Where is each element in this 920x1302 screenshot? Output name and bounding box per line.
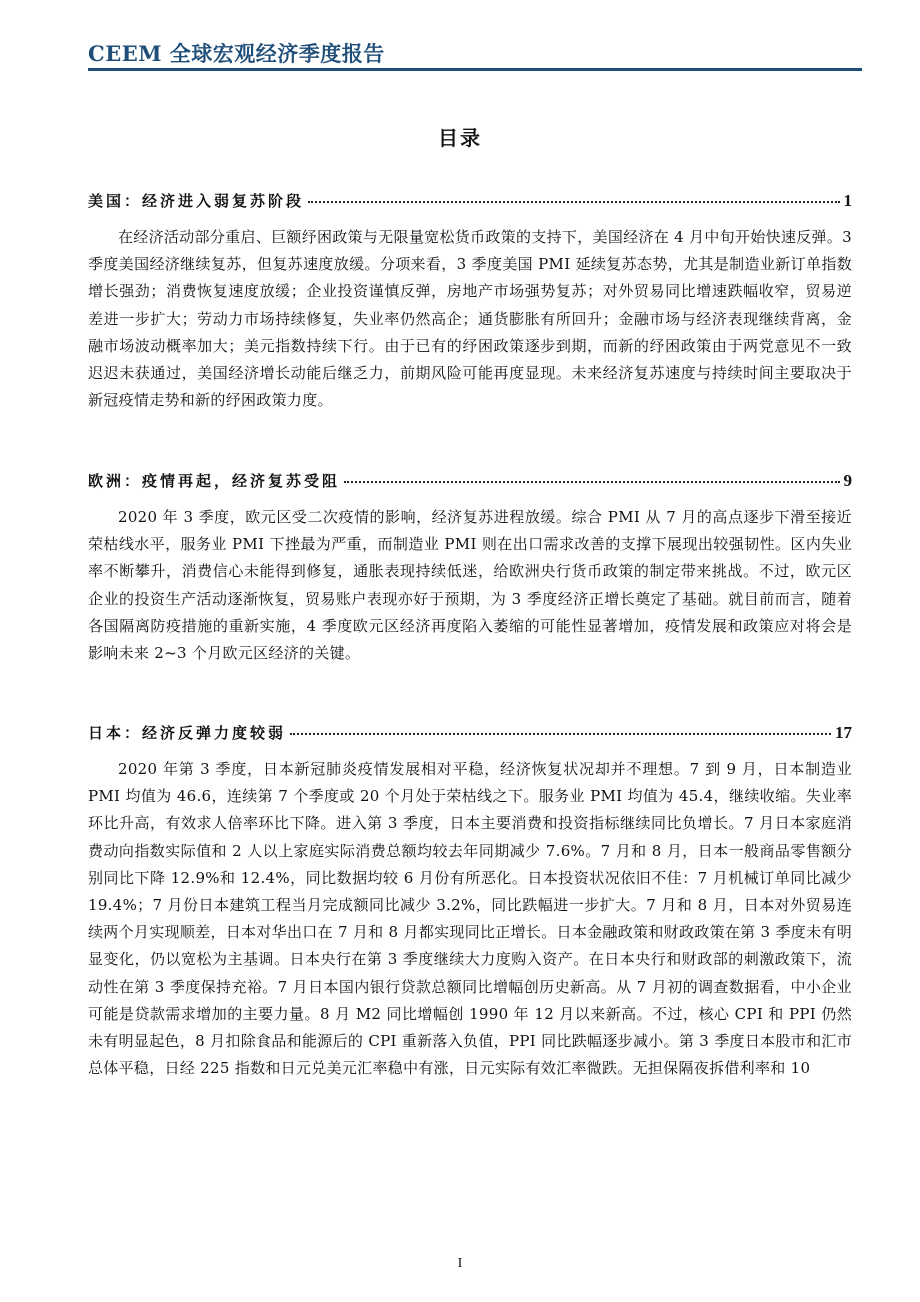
page-number: I xyxy=(457,1256,463,1271)
toc-entry-label[interactable]: 日本：经济反弹力度较弱 xyxy=(88,724,287,742)
section-summary-japan: 2020 年第 3 季度，日本新冠肺炎疫情发展相对平稳，经济恢复状况却并不理想。7 到 9 月，日本制造业 PMI 均值为 46.6，连续第 7 个季度或 20 个月处于荣枯线之下。服务业 PMI 均值为 45.4，继续收缩。失业率环比升高，有效求人倍率环比下降。进入第 3 季度，日本主要消费和投资指标继续同比负增长。7 月日本家庭消费动向指数实际值和 2 人以上家庭实际消费总额均较去年同期减少 7.6%。7 月和 8 月，日本一般商品零售额分别同比下降 12.9%和 12.4%，同比数据均较 6 月份有所恶化。日本投资状况依旧不佳：7 月机械订单同比减少 19.4%；7 月份日本建筑工程当月完成额同比减少 3.2%，同比跌幅进一步扩大。7 月和 8 月，日本对外贸易连续两个月实现顺差，日本对华出口在 7 月和 8 月都实现同比正增长。日本金融政策和财政政策在第 3 季度未有明显变化，仍以宽松为主基调。日本央行在第 3 季度继续大力度购入资产。在日本央行和财政部的刺激政策下，流动性在第 3 季度保持充裕。7 月日本国内银行贷款总额同比增幅创历史新高。从 7 月初的调查数据看，中小企业可能是贷款需求增加的主要力量。8 月 M2 同比增幅创 1990 年 12 月以来新高。不过，核心 CPI 和 PPI 仍然未有明显起色，8 月扣除食品和能源后的 CPI 重新落入负值，PPI 同比跌幅逐步减小。第 3 季度日本股市和汇市总体平稳，日经 225 指数和日元兑美元汇率稳中有涨，日元实际有效汇率微跌。无担保隔夜拆借利率和 10 xyxy=(88,760,852,1078)
toc-entry-usa[interactable] xyxy=(88,190,852,216)
toc-dot-leader xyxy=(344,481,839,483)
toc-title: 目录 xyxy=(438,126,482,150)
toc-entry-label[interactable]: 欧洲：疫情再起，经济复苏受阻 xyxy=(88,472,341,490)
toc-entry-japan[interactable] xyxy=(88,722,852,748)
toc-dot-leader xyxy=(290,733,831,735)
toc-entry-europe[interactable] xyxy=(88,470,852,496)
toc-section-japan xyxy=(88,722,852,1082)
toc-section-usa xyxy=(88,190,852,414)
toc-dot-leader xyxy=(308,201,839,203)
header-divider xyxy=(88,68,862,71)
report-header-title: CEEM 全球宏观经济季度报告 xyxy=(88,41,385,66)
toc-entry-label[interactable]: 美国：经济进入弱复苏阶段 xyxy=(88,192,305,210)
toc-entry-page[interactable]: 9 xyxy=(843,471,852,490)
toc-entry-page[interactable]: 17 xyxy=(835,723,852,742)
toc-entry-page[interactable]: 1 xyxy=(843,191,852,210)
section-summary-usa: 在经济活动部分重启、巨额纾困政策与无限量宽松货币政策的支持下，美国经济在 4 月中旬开始快速反弹。3 季度美国经济继续复苏，但复苏速度放缓。分项来看，3 季度美国 PMI 延续复苏态势，尤其是制造业新订单指数增长强劲；消费恢复速度放缓；企业投资谨慎反弹，房地产市场强势复苏；对外贸易同比增速跌幅收窄，贸易逆差进一步扩大；劳动力市场持续修复，失业率仍然高企；通货膨胀有所回升；金融市场与经济表现继续背离，金融市场波动概率加大；美元指数持续下行。由于已有的纾困政策逐步到期，而新的纾困政策由于两党意见不一致迟迟未获通过，美国经济增长动能后继乏力，前期风险可能再度显现。未来经济复苏速度与持续时间主要取决于新冠疫情走势和新的纾困政策力度。 xyxy=(88,228,852,410)
toc-section-europe xyxy=(88,470,852,667)
section-summary-europe: 2020 年 3 季度，欧元区受二次疫情的影响，经济复苏进程放缓。综合 PMI 从 7 月的高点逐步下滑至接近荣枯线水平，服务业 PMI 下挫最为严重，而制造业 PMI 则在出口需求改善的支撑下展现出较强韧性。区内失业率不断攀升，消费信心未能得到修复，通胀表现持续低迷，给欧洲央行货币政策的制定带来挑战。不过，欧元区企业的投资生产活动逐渐恢复，贸易账户表现亦好于预期，为 3 季度经济正增长奠定了基础。就目前而言，随着各国隔离防疫措施的重新实施，4 季度欧元区经济再度陷入萎缩的可能性显著增加，疫情发展和政策应对将会是影响未来 2~3 个月欧元区经济的关键。 xyxy=(88,508,852,663)
